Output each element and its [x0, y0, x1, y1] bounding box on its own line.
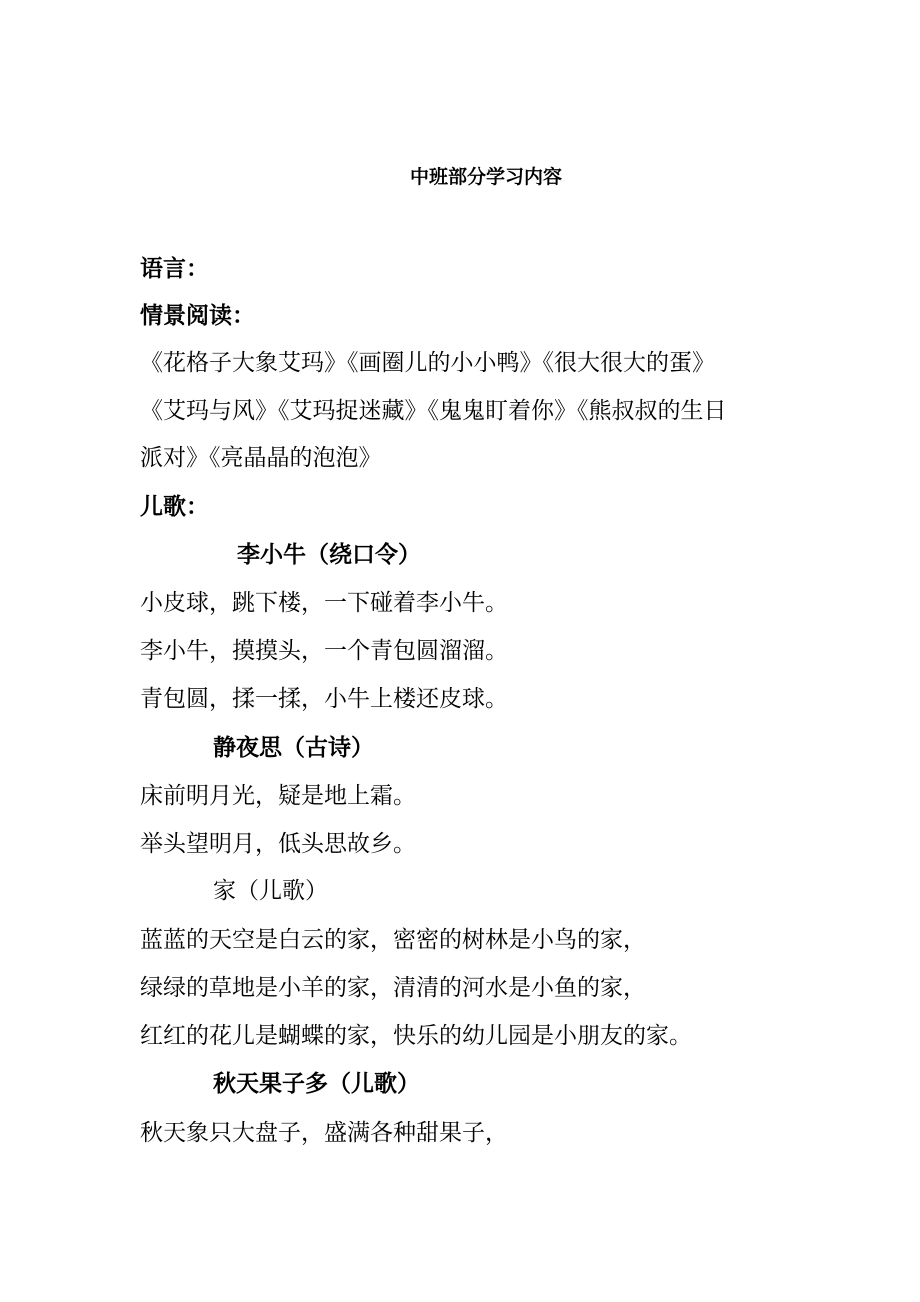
poem-line: 秋天象只大盘子，盛满各种甜果子， [140, 1120, 508, 1146]
poem-line: 绿绿的草地是小羊的家，清清的河水是小鱼的家， [140, 975, 646, 1001]
reading-list-line: 《花格子大象艾玛》《画圈儿的小小鸭》《很大很大的蛋》 [140, 350, 715, 376]
poem-line: 青包圆，揉一揉，小牛上楼还皮球。 [140, 686, 508, 712]
poem-line: 李小牛，摸摸头，一个青包圆溜溜。 [140, 638, 508, 664]
reading-list-line: 《艾玛与风》《艾玛捉迷藏》《鬼鬼盯着你》《熊叔叔的生日 [140, 398, 727, 424]
poem-title: 静夜思（古诗） [213, 734, 374, 761]
rhymes-heading: 儿歌： [140, 493, 209, 520]
reading-heading: 情景阅读： [140, 302, 255, 329]
poem-line: 床前明月光，疑是地上霜。 [140, 783, 416, 809]
poem-title: 李小牛（绕口令） [237, 541, 421, 568]
poem-line: 小皮球，跳下楼，一下碰着李小牛。 [140, 590, 508, 616]
document-title: 中班部分学习内容 [409, 166, 562, 188]
poem-line: 举头望明月，低头思故乡。 [140, 831, 416, 857]
poem-line: 红红的花儿是蝴蝶的家，快乐的幼儿园是小朋友的家。 [140, 1023, 692, 1049]
poem-title: 秋天果子多（儿歌） [213, 1070, 420, 1097]
language-heading: 语言： [140, 255, 209, 282]
poem-line: 蓝蓝的天空是白云的家，密密的树林是小鸟的家， [140, 927, 646, 953]
poem-title: 家（儿歌） [213, 878, 328, 904]
reading-list-line: 派对》《亮晶晶的泡泡》 [140, 445, 382, 471]
